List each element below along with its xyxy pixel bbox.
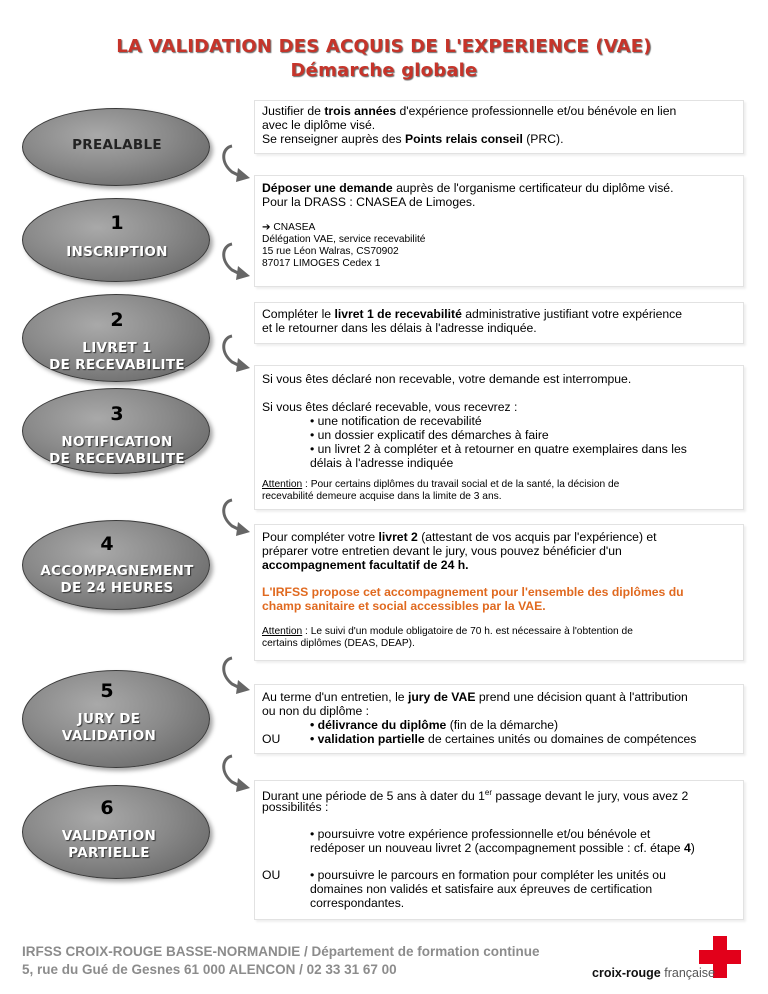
curved-arrow-icon <box>220 140 258 186</box>
prealable-line-1: Justifier de trois années d'expérience professionnelle et/ou bénévole en lien <box>262 104 677 118</box>
step-4-label-2: DE 24 HEURES <box>60 580 174 596</box>
notification-attention-1: Attention : Pour certains diplômes du travail social et de la santé, la décision de <box>262 479 620 490</box>
accompagnement-line-1: Pour compléter votre livret 2 (attestant de vos acquis par l'expérience) et <box>262 530 657 544</box>
step-1-label: INSCRIPTION <box>66 244 168 260</box>
irfss-offer-line-1: L'IRFSS propose cet accompagnement pour l'ensemble des diplômes du <box>262 585 684 599</box>
address-line-3: 15 rue Léon Walras, CS70902 <box>262 246 399 257</box>
step-3-number: 3 <box>110 403 124 425</box>
step-6-label-2: PARTIELLE <box>68 845 150 861</box>
step-3-label-1: NOTIFICATION <box>61 434 173 450</box>
arrow-right-icon: ➔ <box>262 222 271 233</box>
address-line-1: ➔ CNASEA <box>262 222 316 233</box>
livret1-line-1: Compléter le livret 1 de recevabilité administrative justifiant votre expérience <box>262 307 683 321</box>
notification-item-1: • une notification de recevabilité <box>310 414 482 428</box>
jury-ou: OU <box>262 732 281 746</box>
accompagnement-line-3: accompagnement facultatif de 24 h. <box>262 558 469 572</box>
livret1-line-2: et le retourner dans les délais à l'adresse indiquée. <box>262 321 537 335</box>
address-line-4: 87017 LIMOGES Cedex 1 <box>262 258 381 269</box>
jury-item-2: • validation partielle de certaines unités ou domaines de compétences <box>310 732 697 746</box>
step-prealable-label: PREALABLE <box>72 137 162 153</box>
curved-arrow-icon <box>220 494 258 540</box>
notification-item-2: • un dossier explicatif des démarches à faire <box>310 428 549 442</box>
step-5-label-1: JURY DE <box>77 711 141 727</box>
curved-arrow-icon <box>220 238 258 284</box>
prealable-line-2: avec le diplôme visé. <box>262 118 376 132</box>
step-2-label-2: DE RECEVABILITE <box>49 357 185 373</box>
inscription-line-2: Pour la DRASS : CNASEA de Limoges. <box>262 195 476 209</box>
notification-line-2: Si vous êtes déclaré recevable, vous recevrez : <box>262 400 518 414</box>
step-1-ellipse <box>22 198 210 282</box>
step-5-number: 5 <box>100 680 114 702</box>
option-1-line-1: • poursuivre votre expérience professionnelle et/ou bénévole et <box>310 827 651 841</box>
validation-line-1: Durant une période de 5 ans à dater du 1er passage devant le jury, vous avez 2 <box>262 788 689 804</box>
curved-arrow-icon <box>220 330 258 376</box>
prealable-line-3: Se renseigner auprès des Points relais conseil (PRC). <box>262 132 564 146</box>
accompagnement-attention-2: certains diplômes (DEAS, DEAP). <box>262 638 415 649</box>
croix-rouge-wordmark: croix-rouge française <box>592 966 715 980</box>
notification-item-3a: • un livret 2 à compléter et à retourner en quatre exemplaires dans les <box>310 442 687 456</box>
option-2-line-1: • poursuivre le parcours en formation pour compléter les unités ou <box>310 868 666 882</box>
step-6-number: 6 <box>100 797 114 819</box>
step-2-number: 2 <box>110 309 124 331</box>
jury-line-2: ou non du diplôme : <box>262 704 370 718</box>
validation-line-2: possibilités : <box>262 800 329 814</box>
jury-item-1: • délivrance du diplôme (fin de la démarche) <box>310 718 559 732</box>
curved-arrow-icon <box>220 750 258 796</box>
curved-arrow-icon <box>220 652 258 698</box>
step-1-number: 1 <box>110 212 124 234</box>
page-title: LA VALIDATION DES ACQUIS DE L'EXPERIENCE (VAE) <box>116 36 652 57</box>
step-4-number: 4 <box>100 533 114 555</box>
inscription-line-1: Déposer une demande auprès de l'organisme certificateur du diplôme visé. <box>262 181 674 195</box>
step-3-label-2: DE RECEVABILITE <box>49 451 185 467</box>
accompagnement-attention-1: Attention : Le suivi d'un module obligatoire de 70 h. est nécessaire à l'obtention de <box>262 626 633 637</box>
footer-line-1: IRFSS CROIX-ROUGE BASSE-NORMANDIE / Département de formation continue <box>22 944 540 959</box>
step-4-label-1: ACCOMPAGNEMENT <box>40 563 194 579</box>
option-2-line-3: correspondantes. <box>310 896 405 910</box>
footer-line-2: 5, rue du Gué de Gesnes 61 000 ALENCON / 02 33 31 67 00 <box>22 962 397 977</box>
page-subtitle: Démarche globale <box>290 60 478 81</box>
notification-line-1: Si vous êtes déclaré non recevable, votre demande est interrompue. <box>262 372 632 386</box>
validation-ou: OU <box>262 868 281 882</box>
step-6-label-1: VALIDATION <box>61 828 157 844</box>
irfss-offer-line-2: champ sanitaire et social accessibles par la VAE. <box>262 599 546 613</box>
step-5-label-2: VALIDATION <box>61 728 157 744</box>
notification-item-3b: délais à l'adresse indiquée <box>310 456 454 470</box>
option-2-line-2: domaines non validés et satisfaire aux épreuves de certification <box>310 882 653 896</box>
option-1-line-2: redéposer un nouveau livret 2 (accompagnement possible : cf. étape 4) <box>310 841 695 855</box>
jury-line-1: Au terme d'un entretien, le jury de VAE prend une décision quant à l'attribution <box>262 690 688 704</box>
step-2-label-1: LIVRET 1 <box>82 340 152 356</box>
address-line-2: Délégation VAE, service recevabilité <box>262 234 426 245</box>
accompagnement-line-2: préparer votre entretien devant le jury, vous pouvez bénéficier d'un <box>262 544 622 558</box>
notification-attention-2: recevabilité demeure acquise dans la limite de 3 ans. <box>262 491 502 502</box>
